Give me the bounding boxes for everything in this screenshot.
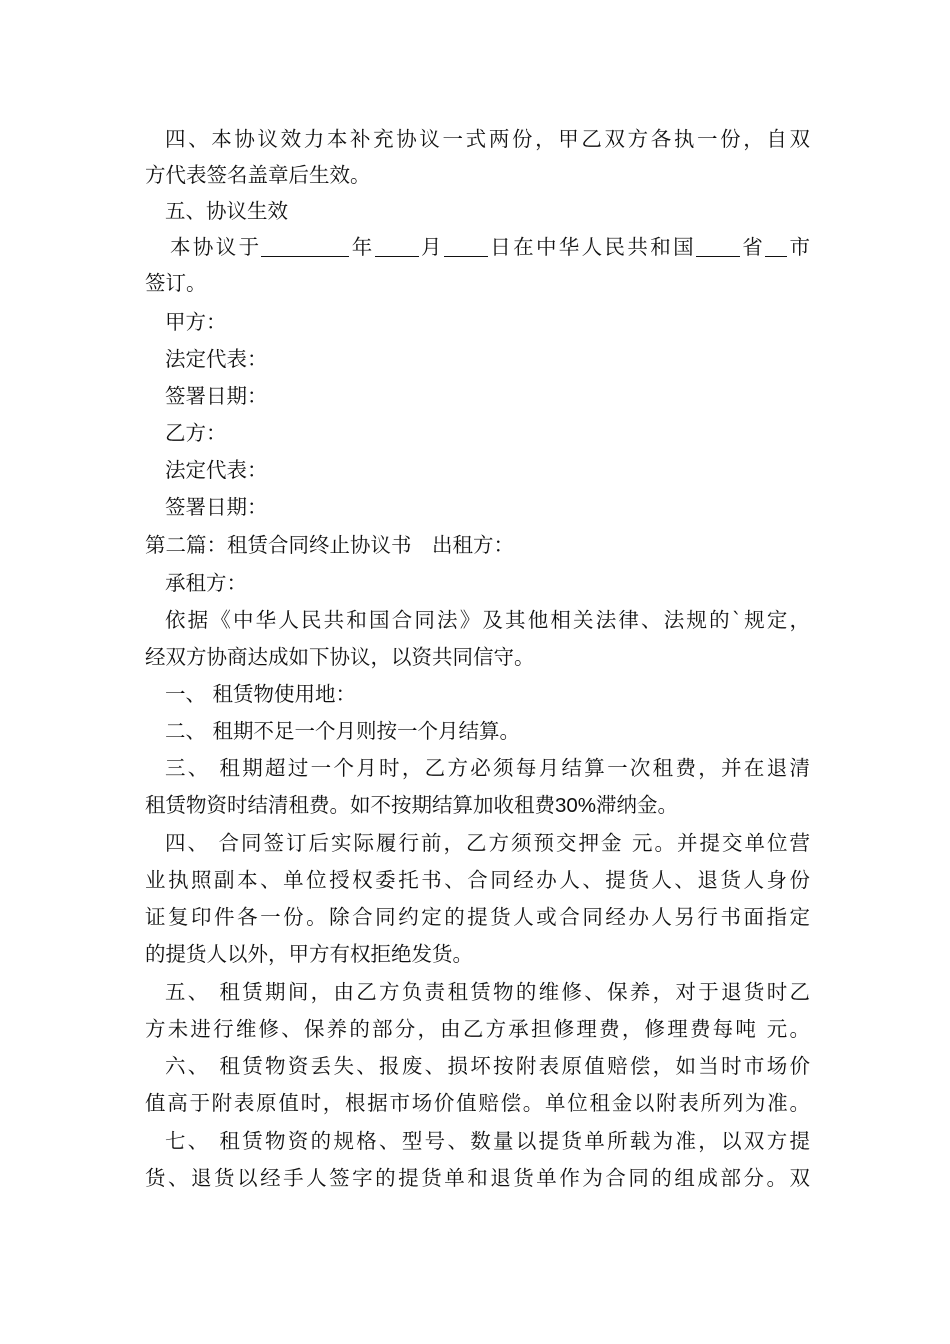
province-blank [696, 236, 740, 257]
clause3-line2 [145, 791, 810, 819]
section4-line1: 四、本协议效力本补充协议一式两份，甲乙双方各执一份，自双 [165, 127, 810, 151]
party-b-date: 签署日期： [165, 495, 268, 519]
sign-date-line [170, 233, 810, 261]
clause2: 二、 租期不足一个月则按一个月结算。 [165, 719, 521, 743]
year-label: 年 [349, 235, 375, 259]
city-label: 市 [787, 235, 811, 259]
lessee-label: 承租方： [165, 571, 247, 595]
clause5-line1: 五、 租赁期间，由乙方负责租赁物的维修、保养，对于退货时乙 [165, 980, 810, 1004]
month-label: 月 [418, 235, 444, 259]
clause1: 一、 租赁物使用地： [165, 682, 357, 706]
day-blank [444, 236, 488, 257]
intro-line1: 依据《中华人民共和国合同法》及其他相关法律、法规的`规定， [165, 608, 810, 632]
month-blank [375, 236, 419, 257]
section4-line2: 方代表签名盖章后生效。 [145, 163, 371, 187]
clause3-text-b: 滞纳金。 [596, 793, 679, 817]
city-blank [765, 236, 787, 257]
province-label: 省 [739, 235, 766, 259]
day-label: 日在中华人民共和国 [487, 235, 696, 259]
clause5-line2: 方未进行维修、保养的部分，由乙方承担修理费，修理费每吨 元。 [145, 1017, 810, 1041]
sign-line2: 签订。 [145, 271, 207, 295]
clause4-line1: 四、 合同签订后实际履行前，乙方须预交押金 元。并提交单位营 [165, 831, 810, 855]
clause7-line2: 货、退货以经手人签字的提货单和退货单作为合同的组成部分。双 [145, 1166, 810, 1190]
intro-line2: 经双方协商达成如下协议，以资共同信守。 [145, 645, 535, 669]
clause6-line2: 值高于附表原值时，根据市场价值赔偿。单位租金以附表所列为准。 [145, 1091, 810, 1115]
party-b-label: 乙方： [165, 421, 227, 445]
sign-prefix: 本协议于 [170, 235, 262, 259]
year-blank [261, 236, 349, 257]
party-a-date: 签署日期： [165, 384, 268, 408]
clause3-text-a: 租赁物资时结清租费。如不按期结算加收租费 [145, 793, 555, 817]
clause4-line2: 业执照副本、单位授权委托书、合同经办人、提货人、退货人身份 [145, 868, 810, 892]
part2-heading: 第二篇：租赁合同终止协议书 出租方： [145, 533, 514, 557]
clause6-line1: 六、 租赁物资丢失、报废、损坏按附表原值赔偿，如当时市场价 [165, 1054, 810, 1078]
clause7-line1: 七、 租赁物资的规格、型号、数量以提货单所载为准，以双方提 [165, 1129, 810, 1153]
clause3-percent: 30% [555, 794, 597, 817]
section5-heading: 五、协议生效 [165, 199, 288, 223]
clause3-line1: 三、 租期超过一个月时，乙方必须每月结算一次租费，并在退清 [165, 756, 810, 780]
party-b-rep: 法定代表： [165, 458, 268, 482]
party-a-label: 甲方： [165, 310, 227, 334]
party-a-rep: 法定代表： [165, 347, 268, 371]
clause4-line4: 的提货人以外，甲方有权拒绝发货。 [145, 942, 473, 966]
clause4-line3: 证复印件各一份。除合同约定的提货人或合同经办人另行书面指定 [145, 905, 810, 929]
